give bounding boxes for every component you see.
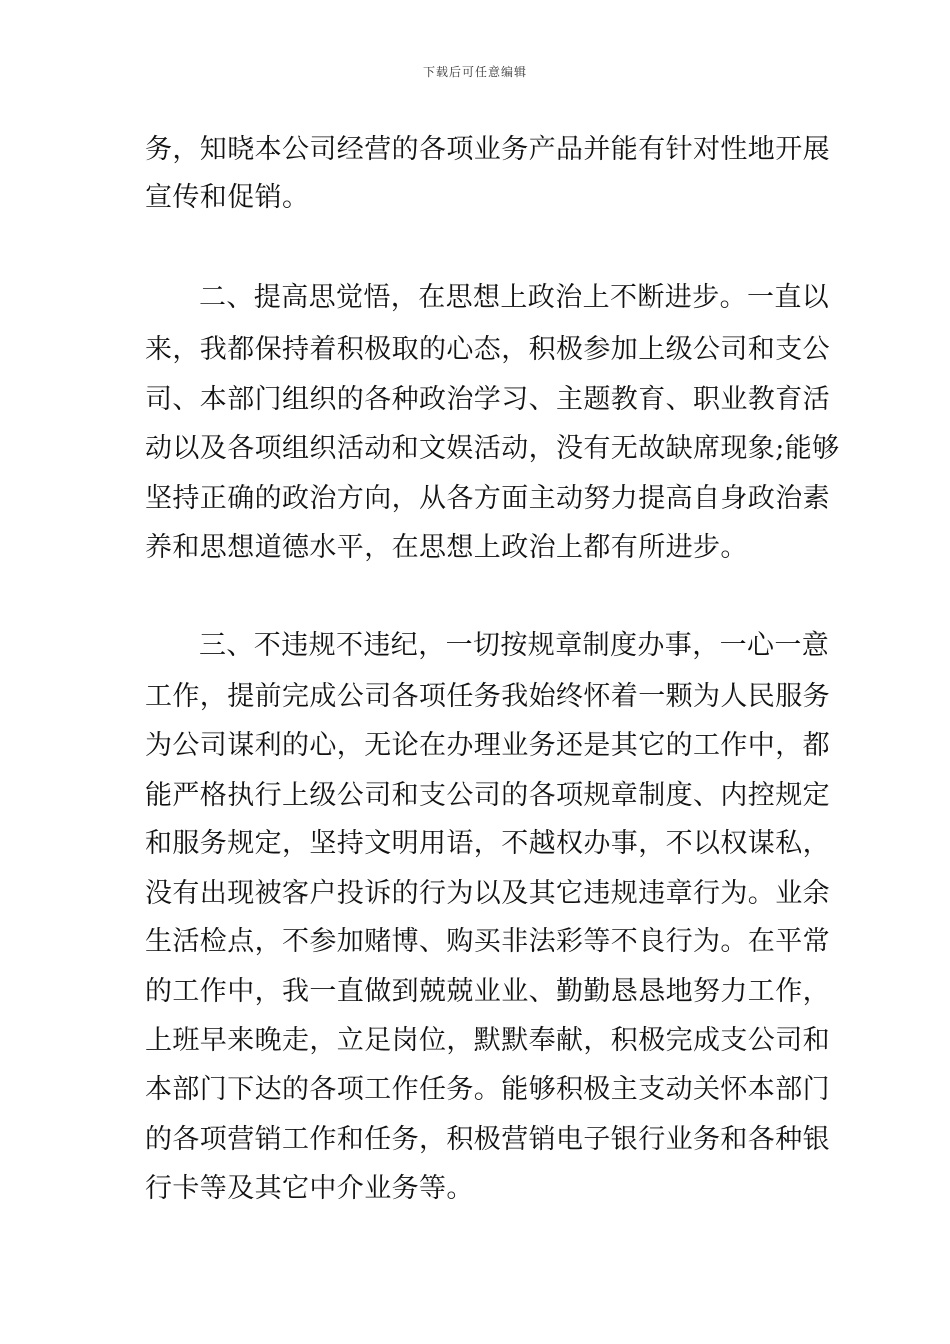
text-line: 和服务规定，坚持文明用语，不越权办事，不以权谋私， xyxy=(145,828,830,859)
text-line: 来，我都保持着积极取的心态，积极参加上级公司和支公 xyxy=(145,334,830,365)
text-line: 为公司谋利的心，无论在办理业务还是其它的工作中，都 xyxy=(145,730,830,761)
text-line: 的各项营销工作和任务，积极营销电子银行业务和各种银 xyxy=(145,1124,830,1155)
text-line: 务，知晓本公司经营的各项业务产品并能有针对性地开展 xyxy=(145,134,830,165)
paragraph-first-line: 二、提高思觉悟，在思想上政治上不断进步。一直以 xyxy=(199,282,830,313)
text-line: 上班早来晚走，立足岗位，默默奉献，积极完成支公司和 xyxy=(145,1025,830,1056)
text-line: 本部门下达的各项工作任务。能够积极主支动关怀本部门 xyxy=(145,1074,830,1105)
page-header: 下载后可任意编辑 xyxy=(422,65,527,79)
text-line: 工作，提前完成公司各项任务我始终怀着一颗为人民服务 xyxy=(145,681,830,712)
paragraph-first-line: 三、不违规不违纪，一切按规章制度办事，一心一意 xyxy=(199,630,830,661)
text-line: 行卡等及其它中介业务等。 xyxy=(145,1173,474,1204)
text-line: 没有出现被客户投诉的行为以及其它违规违章行为。业余 xyxy=(145,878,830,909)
text-line: 宣传和促销。 xyxy=(145,182,310,213)
text-line: 动以及各项组织活动和文娱活动，没有无故缺席现象;能够 xyxy=(145,433,840,464)
text-line: 能严格执行上级公司和支公司的各项规章制度、内控规定 xyxy=(145,780,830,811)
text-line: 坚持正确的政治方向，从各方面主动努力提高自身政治素 xyxy=(145,483,830,514)
text-line: 司、本部门组织的各种政治学习、主题教育、职业教育活 xyxy=(145,384,830,415)
text-line: 的工作中，我一直做到兢兢业业、勤勤恳恳地努力工作， xyxy=(145,976,830,1007)
text-line: 生活检点，不参加赌博、购买非法彩等不良行为。在平常 xyxy=(145,926,830,957)
text-line: 养和思想道德水平，在思想上政治上都有所进步。 xyxy=(145,532,748,563)
